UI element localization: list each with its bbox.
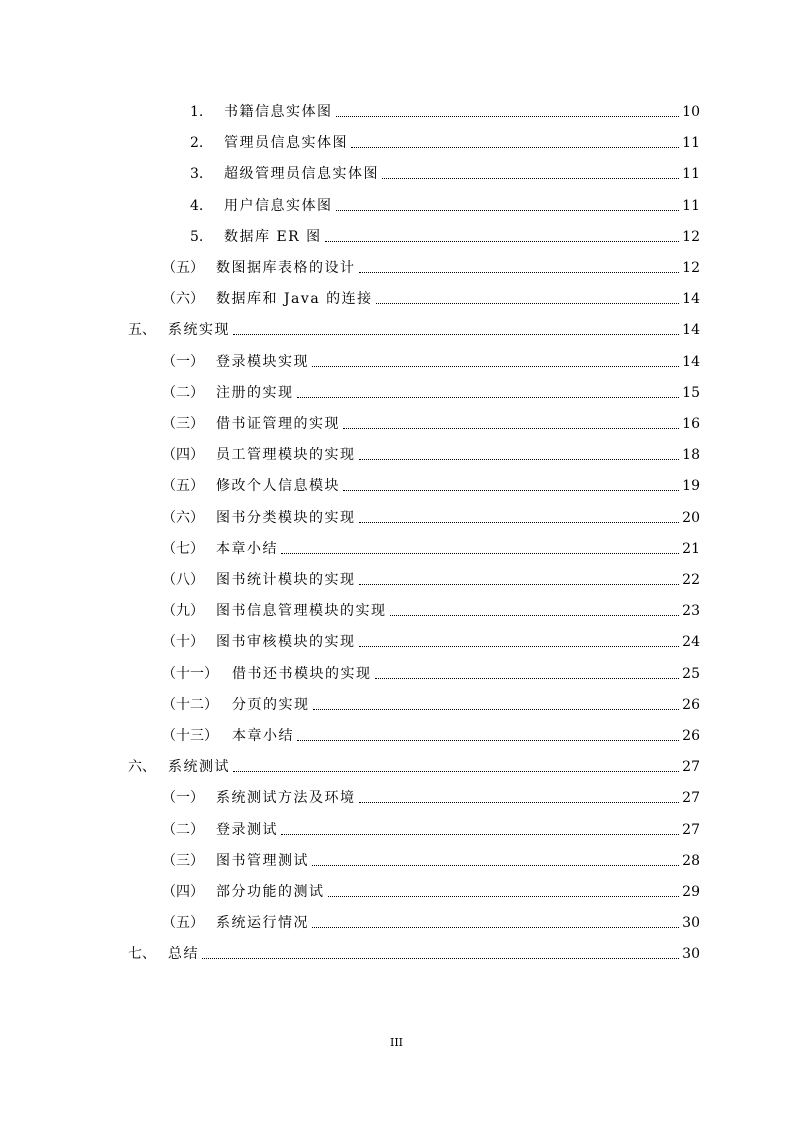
- toc-entry[interactable]: [190, 159, 700, 183]
- toc-entry-title: 用户信息实体图: [224, 197, 333, 214]
- toc-entry-title: 本章小结: [216, 540, 278, 557]
- toc-entry-page-number: 16: [682, 416, 700, 432]
- toc-entry-title: 注册的实现: [216, 384, 294, 401]
- toc-entry-page-number: 30: [682, 946, 700, 963]
- toc-leader-dots: [336, 115, 680, 117]
- toc-entry-number: 1.: [190, 104, 204, 120]
- toc-entry[interactable]: [162, 908, 700, 932]
- toc-leader-dots: [325, 240, 680, 242]
- toc-entry-number: 4.: [190, 197, 204, 214]
- toc-leader-dots: [359, 645, 680, 647]
- toc-entry-title: 登录测试: [216, 821, 278, 838]
- toc-entry-page-number: 14: [682, 322, 700, 339]
- toc-entry-page-number: 15: [682, 384, 700, 401]
- toc-entry-page-number: 25: [682, 665, 700, 682]
- toc-entry-page-number: 14: [682, 353, 700, 370]
- toc-entry-page-number: 10: [682, 104, 700, 120]
- toc-entry[interactable]: [162, 565, 700, 589]
- toc-entry-page-number: 23: [682, 603, 700, 620]
- toc-leader-dots: [233, 770, 679, 772]
- toc-entry-title: 分页的实现: [232, 696, 310, 713]
- toc-leader-dots: [390, 614, 680, 616]
- toc-entry-number: （六）: [162, 291, 204, 308]
- toc-entry-number: 六、: [128, 759, 156, 776]
- toc-entry-title: 书籍信息实体图: [224, 104, 333, 120]
- toc-entry-page-number: 26: [682, 728, 700, 744]
- toc-entry[interactable]: [162, 471, 700, 495]
- toc-entry-title: 本章小结: [232, 728, 294, 744]
- toc-entry-page-number: 27: [682, 821, 700, 838]
- toc-entry-page-number: 28: [682, 852, 700, 869]
- toc-entry[interactable]: [162, 627, 700, 651]
- toc-entry-number: （四）: [162, 447, 204, 464]
- toc-entry-title: 系统测试: [168, 759, 230, 776]
- toc-entry-page-number: 11: [682, 166, 700, 183]
- toc-entry-title: 图书审核模块的实现: [216, 634, 356, 651]
- toc-leader-dots: [343, 427, 679, 429]
- toc-entry[interactable]: [128, 752, 700, 776]
- toc-entry-page-number: 26: [682, 696, 700, 713]
- toc-leader-dots: [382, 177, 679, 179]
- toc-leader-dots: [312, 926, 679, 928]
- toc-entry-page-number: 18: [682, 447, 700, 464]
- toc-entry[interactable]: [162, 596, 700, 620]
- toc-entry-number: 3.: [190, 166, 204, 183]
- toc-leader-dots: [351, 146, 679, 148]
- toc-entry-title: 修改个人信息模块: [216, 478, 340, 495]
- toc-entry-title: 借书证管理的实现: [216, 416, 340, 432]
- toc-entry-number: （十一）: [162, 665, 218, 682]
- toc-entry-page-number: 29: [682, 884, 700, 900]
- toc-entry-title: 图书管理测试: [216, 852, 309, 869]
- toc-entry-title: 数据库和 Java 的连接: [216, 291, 373, 308]
- toc-entry[interactable]: [162, 659, 700, 683]
- toc-entry-page-number: 27: [682, 790, 700, 807]
- toc-entry-title: 员工管理模块的实现: [216, 447, 356, 464]
- toc-entry-number: 2.: [190, 135, 204, 152]
- toc-entry[interactable]: [162, 440, 700, 464]
- toc-entry-number: （三）: [162, 416, 204, 432]
- toc-entry-number: （十）: [162, 634, 204, 651]
- toc-entry-page-number: 21: [682, 540, 700, 557]
- toc-leader-dots: [359, 583, 680, 585]
- toc-leader-dots: [281, 552, 679, 554]
- toc-leader-dots: [312, 365, 679, 367]
- toc-entry-number: （十二）: [162, 696, 218, 713]
- toc-entry-number: （四）: [162, 884, 204, 900]
- toc-entry-number: （一）: [162, 790, 204, 807]
- toc-entry[interactable]: [162, 378, 700, 402]
- toc-leader-dots: [281, 833, 679, 835]
- toc-entry-number: （三）: [162, 852, 204, 869]
- toc-entry[interactable]: [162, 846, 700, 870]
- toc-entry[interactable]: [190, 128, 700, 152]
- toc-entry[interactable]: [162, 721, 700, 745]
- toc-entry-page-number: 14: [682, 291, 700, 308]
- toc-leader-dots: [359, 521, 680, 523]
- toc-entry-number: （五）: [162, 915, 204, 932]
- toc-entry-title: 系统测试方法及环境: [216, 790, 356, 807]
- toc-leader-dots: [359, 801, 680, 803]
- toc-entry-page-number: 12: [682, 228, 700, 245]
- toc-entry-number: 五、: [128, 322, 156, 339]
- toc-entry-page-number: 30: [682, 915, 700, 932]
- toc-entry-page-number: 11: [682, 135, 700, 152]
- toc-entry-number: （一）: [162, 353, 204, 370]
- toc-entry[interactable]: [190, 97, 700, 121]
- toc-entry-title: 超级管理员信息实体图: [224, 166, 379, 183]
- toc-entry-number: （六）: [162, 509, 204, 526]
- toc-leader-dots: [359, 271, 680, 273]
- toc-entry-title: 部分功能的测试: [216, 884, 325, 900]
- toc-entry-number: （十三）: [162, 728, 218, 744]
- toc-entry-page-number: 22: [682, 572, 700, 588]
- toc-entry-title: 系统实现: [168, 322, 230, 339]
- toc-entry-title: 登录模块实现: [216, 353, 309, 370]
- toc-entry[interactable]: [162, 284, 700, 308]
- toc-entry-title: 管理员信息实体图: [224, 135, 348, 152]
- toc-leader-dots: [312, 864, 679, 866]
- toc-entry[interactable]: [162, 253, 700, 277]
- toc-entry-number: （八）: [162, 572, 204, 588]
- toc-leader-dots: [313, 708, 680, 710]
- toc-entry-number: （九）: [162, 603, 204, 620]
- toc-entry-title: 图书分类模块的实现: [216, 509, 356, 526]
- toc-leader-dots: [336, 209, 680, 211]
- toc-entry-page-number: 27: [682, 759, 700, 776]
- toc-entry-number: 5.: [190, 228, 204, 245]
- toc-leader-dots: [376, 302, 680, 304]
- toc-leader-dots: [328, 895, 680, 897]
- toc-entry-title: 图书信息管理模块的实现: [216, 603, 387, 620]
- toc-entry-number: （五）: [162, 260, 204, 276]
- toc-entry-number: 七、: [128, 946, 156, 963]
- toc-entry-number: （七）: [162, 540, 204, 557]
- toc-entry-page-number: 11: [682, 197, 700, 214]
- toc-entry[interactable]: [162, 347, 700, 371]
- toc-entry[interactable]: [162, 534, 700, 558]
- toc-leader-dots: [375, 677, 680, 679]
- toc-entry[interactable]: [190, 191, 700, 215]
- toc-entry-page-number: 19: [682, 478, 700, 495]
- toc-entry-page-number: 12: [682, 260, 700, 276]
- toc-entry-number: （五）: [162, 478, 204, 495]
- toc-entry-title: 借书还书模块的实现: [232, 665, 372, 682]
- toc-entry[interactable]: [162, 503, 700, 527]
- toc-entry[interactable]: [128, 315, 700, 339]
- toc-entry[interactable]: [162, 690, 700, 714]
- toc-entry[interactable]: [128, 939, 700, 963]
- toc-entry-number: （二）: [162, 821, 204, 838]
- toc-leader-dots: [202, 957, 679, 959]
- toc-entry-title: 数图据库表格的设计: [216, 260, 356, 276]
- toc-entry[interactable]: [162, 877, 700, 901]
- toc-entry[interactable]: [162, 409, 700, 433]
- toc-leader-dots: [297, 739, 679, 741]
- toc-leader-dots: [233, 333, 679, 335]
- toc-entry-title: 系统运行情况: [216, 915, 309, 932]
- toc-entry-title: 总结: [168, 946, 199, 963]
- toc-entry-page-number: 24: [682, 634, 700, 651]
- toc-entry-page-number: 20: [682, 509, 700, 526]
- toc-entry[interactable]: [162, 815, 700, 839]
- toc-entry[interactable]: [162, 783, 700, 807]
- toc-entry[interactable]: [190, 222, 700, 246]
- toc-entry-title: 图书统计模块的实现: [216, 572, 356, 588]
- page-number-footer: III: [389, 1036, 404, 1049]
- toc-leader-dots: [359, 458, 680, 460]
- toc-entry-number: （二）: [162, 384, 204, 401]
- toc-entry-title: 数据库 ER 图: [224, 228, 322, 245]
- toc-leader-dots: [297, 396, 680, 398]
- toc-leader-dots: [343, 489, 679, 491]
